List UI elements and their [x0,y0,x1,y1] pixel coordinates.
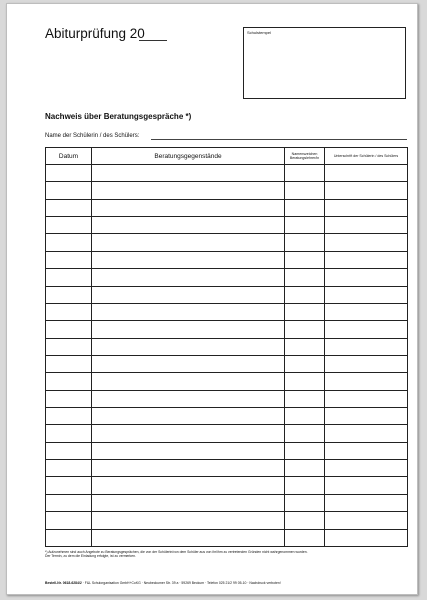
initials-cell[interactable] [285,286,325,303]
initials-cell[interactable] [285,390,325,407]
footnote [45,550,415,559]
signature-cell[interactable] [325,303,408,320]
form-page [6,3,418,595]
table-row [46,199,408,216]
table-row [46,321,408,338]
topic-cell[interactable] [92,373,285,390]
date-cell[interactable] [46,460,92,477]
signature-cell[interactable] [325,425,408,442]
date-cell[interactable] [46,321,92,338]
date-cell[interactable] [46,373,92,390]
initials-cell[interactable] [285,269,325,286]
date-cell[interactable] [46,425,92,442]
topic-cell[interactable] [92,390,285,407]
column-header-date: Datum [46,148,92,165]
signature-cell[interactable] [325,408,408,425]
initials-cell[interactable] [285,217,325,234]
signature-cell[interactable] [325,494,408,511]
date-cell[interactable] [46,217,92,234]
student-name-label: Name der Schülerin / des Schülers: [45,133,140,139]
topic-cell[interactable] [92,338,285,355]
signature-cell[interactable] [325,321,408,338]
date-cell[interactable] [46,408,92,425]
student-name-line [151,139,407,140]
initials-cell[interactable] [285,442,325,459]
topic-cell[interactable] [92,165,285,182]
signature-cell[interactable] [325,251,408,268]
initials-cell[interactable] [285,303,325,320]
footnote-line-1: *) Aufzunehmen sind auch Angebote zu Beratungsgesprächen, die von der Schülerin/von dem Schüler aus von ihr/ihm zu vertretenden Gründen nicht wahrgenommen wurden. [45,550,308,554]
topic-cell[interactable] [92,286,285,303]
signature-cell[interactable] [325,512,408,529]
column-header-topics: Beratungsgegenstände [92,148,285,165]
consultation-table-wrap [45,147,407,547]
signature-cell[interactable] [325,477,408,494]
table-row [46,494,408,511]
table-row [46,425,408,442]
initials-cell[interactable] [285,251,325,268]
signature-cell[interactable] [325,165,408,182]
topic-cell[interactable] [92,494,285,511]
signature-cell[interactable] [325,182,408,199]
topic-cell[interactable] [92,529,285,546]
date-cell[interactable] [46,303,92,320]
table-row [46,217,408,234]
table-row [46,251,408,268]
table-row [46,303,408,320]
publisher-info: · F&L Schulorganisation GmbH+CoKG · Neubeckumer Str. 39 a · 59269 Beckum · Telefon 025 21/2 99 05-10 · Nachdruck verboten! [81,581,281,585]
signature-cell[interactable] [325,355,408,372]
topic-cell[interactable] [92,199,285,216]
form-heading: Nachweis über Beratungsgespräche *) [45,112,192,121]
consultation-table [45,147,408,547]
column-header-student-signature: Unterschrift der Schülerin / des Schülers [325,148,408,165]
school-stamp-box [243,27,406,99]
initials-cell[interactable] [285,355,325,372]
date-cell[interactable] [46,355,92,372]
exam-title: Abiturprüfung 20 [45,26,145,41]
initials-cell[interactable] [285,182,325,199]
table-row [46,442,408,459]
table-row [46,269,408,286]
table-row [46,477,408,494]
table-row [46,408,408,425]
column-header-teacher-initials: Namenszeichen Beratungslehrer/in [285,148,325,165]
signature-cell[interactable] [325,338,408,355]
initials-cell[interactable] [285,373,325,390]
signature-cell[interactable] [325,442,408,459]
date-cell[interactable] [46,251,92,268]
signature-cell[interactable] [325,234,408,251]
topic-cell[interactable] [92,408,285,425]
footnote-line-2: Der Termin, zu dem die Einladung erfolgte, ist zu vermerken. [45,554,136,559]
table-row [46,338,408,355]
signature-cell[interactable] [325,286,408,303]
topic-cell[interactable] [92,425,285,442]
date-cell[interactable] [46,494,92,511]
date-cell[interactable] [46,182,92,199]
topic-cell[interactable] [92,321,285,338]
table-row [46,460,408,477]
topic-cell[interactable] [92,234,285,251]
topic-cell[interactable] [92,477,285,494]
table-row [46,529,408,546]
table-row [46,373,408,390]
initials-cell[interactable] [285,529,325,546]
topic-cell[interactable] [92,251,285,268]
date-cell[interactable] [46,529,92,546]
date-cell[interactable] [46,234,92,251]
table-header-row [46,148,408,165]
signature-cell[interactable] [325,373,408,390]
topic-cell[interactable] [92,442,285,459]
initials-cell[interactable] [285,165,325,182]
date-cell[interactable] [46,338,92,355]
topic-cell[interactable] [92,217,285,234]
signature-cell[interactable] [325,269,408,286]
topic-cell[interactable] [92,355,285,372]
stamp-label: Schulstempel [247,30,272,35]
table-row [46,512,408,529]
signature-cell[interactable] [325,199,408,216]
table-row [46,182,408,199]
initials-cell[interactable] [285,321,325,338]
signature-cell[interactable] [325,390,408,407]
initials-cell[interactable] [285,477,325,494]
topic-cell[interactable] [92,182,285,199]
date-cell[interactable] [46,512,92,529]
table-body [46,165,408,547]
table-row [46,234,408,251]
date-cell[interactable] [46,199,92,216]
date-cell[interactable] [46,269,92,286]
initials-cell[interactable] [285,338,325,355]
signature-cell[interactable] [325,460,408,477]
date-cell[interactable] [46,286,92,303]
table-row [46,390,408,407]
table-row [46,165,408,182]
year-blank-line [139,40,167,41]
date-cell[interactable] [46,442,92,459]
table-row [46,355,408,372]
publisher-footer [45,581,281,585]
signature-cell[interactable] [325,217,408,234]
topic-cell[interactable] [92,512,285,529]
initials-cell[interactable] [285,408,325,425]
date-cell[interactable] [46,390,92,407]
initials-cell[interactable] [285,494,325,511]
topic-cell[interactable] [92,303,285,320]
initials-cell[interactable] [285,512,325,529]
topic-cell[interactable] [92,269,285,286]
date-cell[interactable] [46,477,92,494]
signature-cell[interactable] [325,529,408,546]
topic-cell[interactable] [92,460,285,477]
initials-cell[interactable] [285,199,325,216]
initials-cell[interactable] [285,460,325,477]
order-number: Bestell-Nr. 0618-6284/2 [45,581,82,585]
table-row [46,286,408,303]
date-cell[interactable] [46,165,92,182]
initials-cell[interactable] [285,234,325,251]
initials-cell[interactable] [285,425,325,442]
